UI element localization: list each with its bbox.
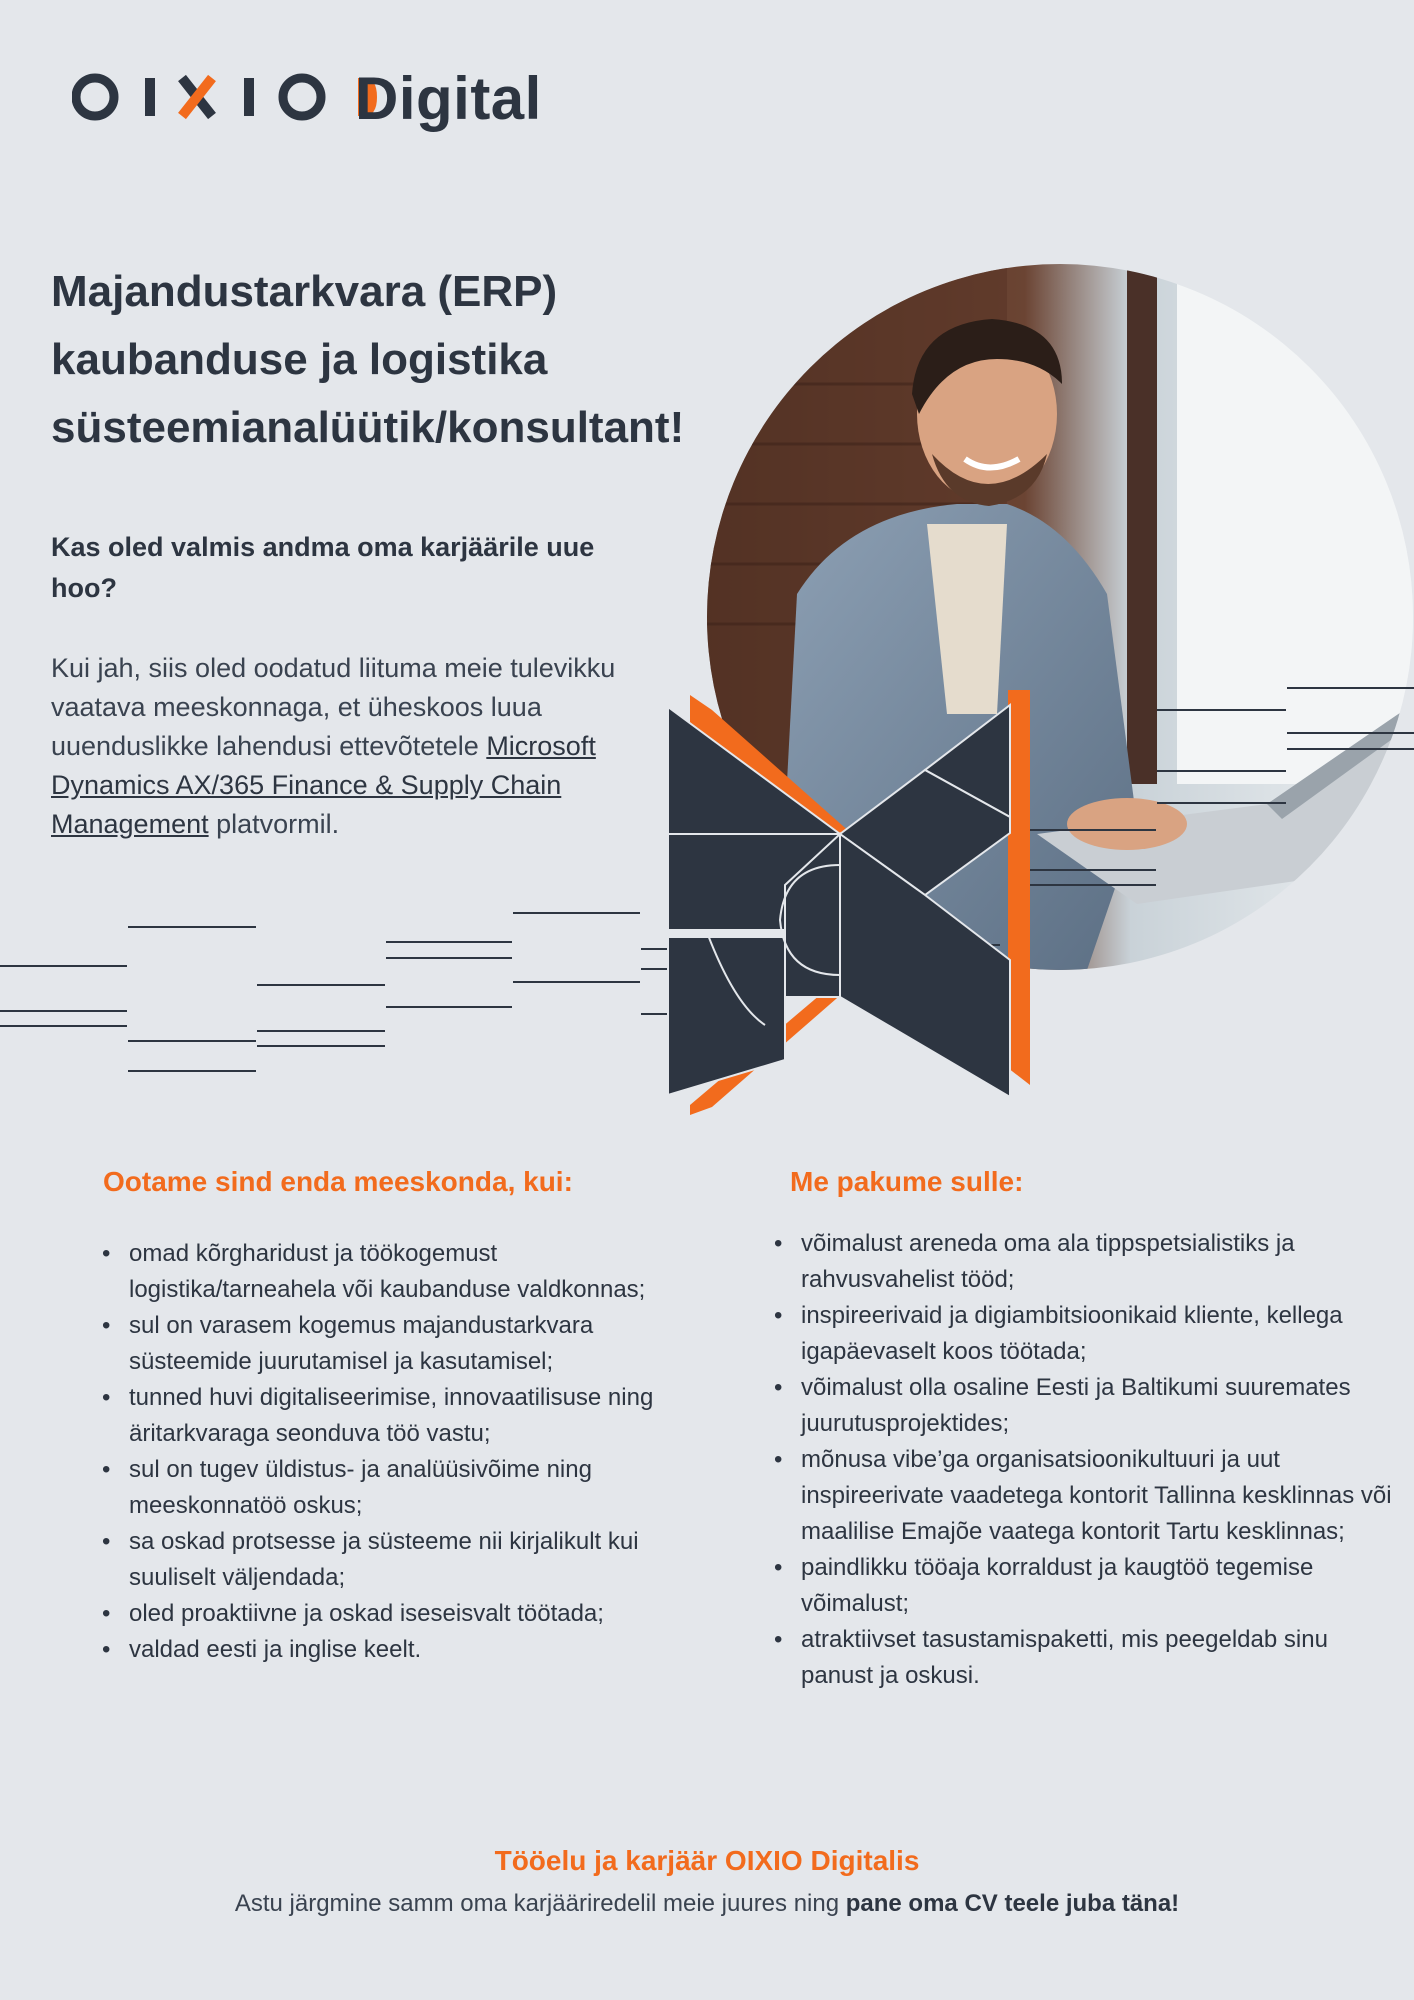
logo-letter-i	[145, 78, 155, 116]
intro-text-before: Kui jah, siis oled oodatud liituma meie tulevikku vaatava meeskonnaga, et üheskoos luua uuenduslikke lahendusi ettevõtetele	[51, 653, 616, 761]
intro-text-after: platvormil.	[208, 809, 340, 839]
page-title: Majandustarkvara (ERP) kaubanduse ja logistika süsteemianalüütik/konsultant!	[51, 267, 685, 452]
list-item: • sul on tugev üldistus- ja analüüsivõime ning meeskonnatöö oskus;	[129, 1452, 689, 1524]
list-item: • sul on varasem kogemus majandustarkvara süsteemide juurutamisel ja kasutamisel;	[129, 1308, 689, 1380]
list-item: • omad kõrgharidust ja töökogemust logistika/tarneahela või kaubanduse valdkonnas;	[129, 1236, 689, 1308]
list-item: • võimalust areneda oma ala tippspetsialistiks ja rahvusvahelist tööd;	[801, 1226, 1401, 1298]
list-item: • inspireerivaid ja digiambitsioonikaid kliente, kellega igapäevaselt koos töötada;	[801, 1298, 1401, 1370]
microsoft-dynamics-link[interactable]: Microsoft Dynamics AX/365 Finance & Supply Chain Management	[51, 731, 596, 839]
list-item: • tunned huvi digitaliseerimise, innovaatilisuse ning äritarkvaraga seonduva töö vastu;	[129, 1380, 689, 1452]
list-item: • mõnusa vibe’ga organisatsioonikultuuri ja uut inspireerivate vaadetega kontorit Tallinna kesklinnas või maalilise Emajõe vaatega kontorit Tartu kesklinnas;	[801, 1442, 1401, 1550]
offer-list	[801, 1226, 1401, 1694]
logo-letter-x	[182, 78, 212, 116]
list-item: • võimalust olla osaline Eesti ja Baltikumi suuremates juurutusprojektides;	[801, 1370, 1401, 1442]
list-item: • valdad eesti ja inglise keelt.	[129, 1632, 689, 1668]
footer-heading: Tööelu ja karjäär OIXIO Digitalis	[494, 1845, 920, 1876]
hero-question: Kas oled valmis andma oma karjäärile uue hoo?	[51, 532, 595, 603]
list-item: • oled proaktiivne ja oskad iseseisvalt töötada;	[129, 1596, 689, 1632]
decorative-x-graphic	[0, 255, 1414, 1115]
footer-text-before: Astu järgmine samm oma karjääriredelil meie juures ning	[234, 1890, 846, 1917]
offer-heading: Me pakume sulle:	[790, 1166, 1024, 1197]
logo-letter-o	[76, 78, 114, 116]
footer-text	[0, 1890, 1414, 1918]
requirements-heading: Ootame sind enda meeskonda, kui:	[103, 1166, 573, 1197]
list-item: • sa oskad protsesse ja süsteeme nii kirjalikult kui suuliselt väljendada;	[129, 1524, 689, 1596]
list-item: • atraktiivset tasustamispaketti, mis peegeldab sinu panust ja oskusi.	[801, 1622, 1401, 1694]
logo-letter-o2	[283, 78, 321, 116]
footer-cta: pane oma CV teele juba täna!	[845, 1890, 1180, 1917]
decorative-lines-left	[0, 913, 668, 1071]
requirements-list	[129, 1236, 689, 1668]
logo-letter-i2	[244, 78, 254, 116]
x-navy-panels	[668, 705, 1010, 1097]
list-item: • paindlikku tööaja korraldust ja kaugtöö tegemise võimalust;	[801, 1550, 1401, 1622]
logo-wordmark: Digital	[355, 65, 542, 132]
